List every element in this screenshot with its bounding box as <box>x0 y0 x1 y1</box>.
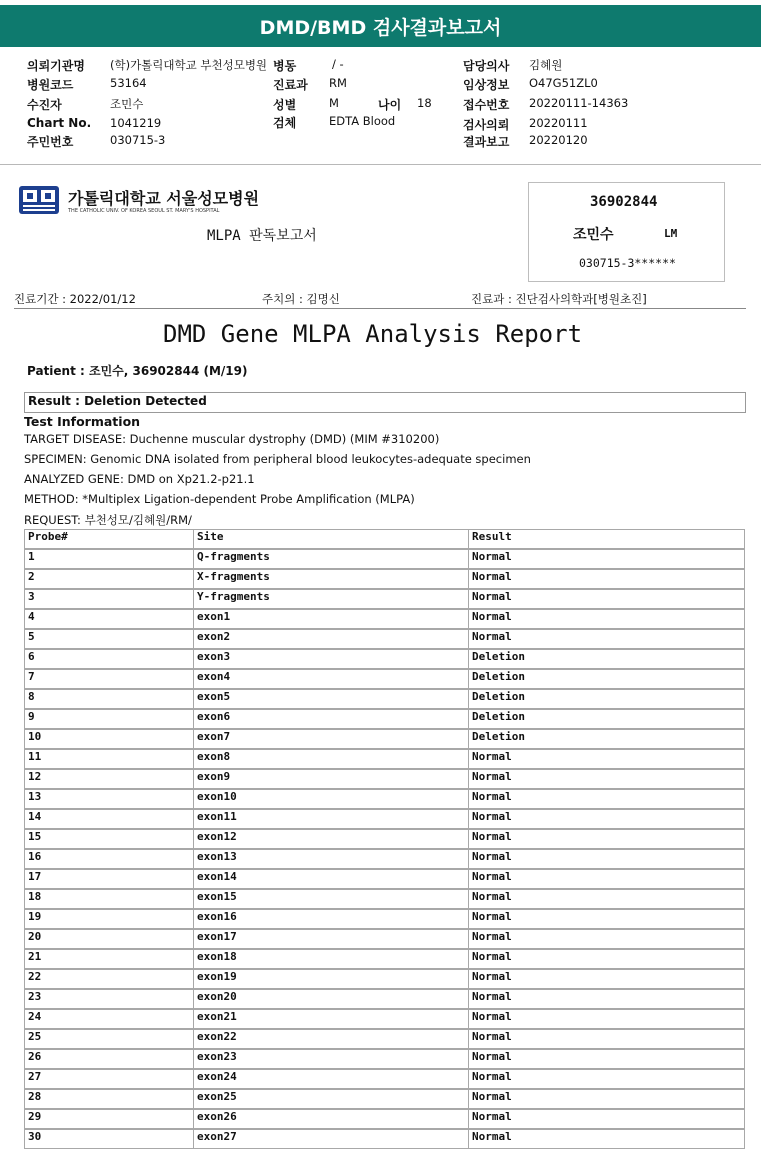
table-row <box>24 549 745 569</box>
result-cell: Normal <box>468 749 745 769</box>
site-cell: exon17 <box>193 929 468 949</box>
patient-box-id: 36902844 <box>590 194 658 210</box>
table-row <box>24 709 745 729</box>
site-cell: exon12 <box>193 829 468 849</box>
hospital-english-name: THE CATHOLIC UNIV. OF KOREA SEOUL ST. MARY'S HOSPITAL <box>68 208 220 214</box>
label-test-request: 검사의뢰 <box>463 118 510 132</box>
hospital-name: 가톨릭대학교 서울성모병원 <box>68 189 260 208</box>
result-cell: Normal <box>468 909 745 929</box>
site-cell: exon22 <box>193 1029 468 1049</box>
value-age: 18 <box>417 96 432 110</box>
table-row <box>24 869 745 889</box>
table-row <box>24 1109 745 1129</box>
label-sex: 성별 <box>273 98 297 112</box>
header-divider <box>0 164 761 165</box>
hospital-logo-icon <box>18 185 60 215</box>
site-cell: Y-fragments <box>193 589 468 609</box>
site-cell: exon21 <box>193 1009 468 1029</box>
site-cell: exon1 <box>193 609 468 629</box>
site-cell: Q-fragments <box>193 549 468 569</box>
table-row <box>24 1029 745 1049</box>
label-examinee: 수진자 <box>27 98 62 112</box>
result-cell: Normal <box>468 829 745 849</box>
label-clinical-info: 임상정보 <box>463 78 510 92</box>
label-attending-doctor: 담당의사 <box>463 59 510 73</box>
site-cell: exon14 <box>193 869 468 889</box>
table-row <box>24 909 745 929</box>
value-clinical-info: O47G51ZL0 <box>529 76 598 90</box>
result-cell: Normal <box>468 629 745 649</box>
probe-number-cell: 30 <box>24 1129 193 1149</box>
table-row <box>24 829 745 849</box>
result-cell: Normal <box>468 869 745 889</box>
result-cell: Deletion <box>468 689 745 709</box>
value-test-request: 20220111 <box>529 116 588 130</box>
site-cell: exon20 <box>193 989 468 1009</box>
probe-number-cell: 17 <box>24 869 193 889</box>
site-cell: exon4 <box>193 669 468 689</box>
site-cell: exon6 <box>193 709 468 729</box>
treatment-department: 진료과 : 진단검사의학과[병원초진] <box>471 292 647 306</box>
site-cell: exon13 <box>193 849 468 869</box>
site-cell: exon19 <box>193 969 468 989</box>
result-cell: Normal <box>468 1049 745 1069</box>
site-cell: exon24 <box>193 1069 468 1089</box>
value-specimen: EDTA Blood <box>329 114 396 128</box>
column-header-result: Result <box>468 529 745 549</box>
test-info-method: METHOD: *Multiplex Ligation-dependent Probe Amplification (MLPA) <box>24 492 415 506</box>
site-cell: exon16 <box>193 909 468 929</box>
test-info-heading: Test Information <box>24 414 141 429</box>
result-cell: Normal <box>468 1029 745 1049</box>
value-sex: M <box>329 96 339 110</box>
probe-number-cell: 4 <box>24 609 193 629</box>
site-cell: exon7 <box>193 729 468 749</box>
probe-number-cell: 16 <box>24 849 193 869</box>
patient-box-rrn: 030715-3****** <box>579 256 676 270</box>
probe-table-body <box>24 549 745 1149</box>
result-cell: Normal <box>468 889 745 909</box>
table-row <box>24 849 745 869</box>
value-attending-doctor: 김혜원 <box>529 58 563 72</box>
result-summary: Result : Deletion Detected <box>28 394 207 408</box>
value-hospital-code: 53164 <box>110 76 147 90</box>
table-row <box>24 1089 745 1109</box>
patient-box-name: 조민수 <box>573 227 614 243</box>
meta-divider <box>14 308 746 309</box>
result-cell: Normal <box>468 849 745 869</box>
label-ward: 병동 <box>273 59 297 73</box>
probe-number-cell: 7 <box>24 669 193 689</box>
report-kind: MLPA 판독보고서 <box>207 228 317 244</box>
site-cell: exon10 <box>193 789 468 809</box>
report-title-bar <box>0 5 761 47</box>
probe-number-cell: 26 <box>24 1049 193 1069</box>
result-cell: Normal <box>468 569 745 589</box>
table-row <box>24 769 745 789</box>
table-row <box>24 569 745 589</box>
probe-number-cell: 21 <box>24 949 193 969</box>
site-cell: exon2 <box>193 629 468 649</box>
site-cell: exon9 <box>193 769 468 789</box>
probe-number-cell: 10 <box>24 729 193 749</box>
value-ward: / - <box>332 57 344 71</box>
value-resident-number: 030715-3 <box>110 133 166 147</box>
result-cell: Normal <box>468 809 745 829</box>
site-cell: exon15 <box>193 889 468 909</box>
report-title: DMD/BMD 검사결과보고서 <box>259 16 502 39</box>
test-info-specimen: SPECIMEN: Genomic DNA isolated from peripheral blood leukocytes-adequate specimen <box>24 452 531 466</box>
table-row <box>24 929 745 949</box>
table-row <box>24 669 745 689</box>
label-receipt-number: 접수번호 <box>463 98 510 112</box>
site-cell: exon8 <box>193 749 468 769</box>
probe-number-cell: 23 <box>24 989 193 1009</box>
table-row <box>24 589 745 609</box>
probe-number-cell: 22 <box>24 969 193 989</box>
label-hospital-code: 병원코드 <box>27 78 74 92</box>
site-cell: exon5 <box>193 689 468 709</box>
table-row <box>24 889 745 909</box>
label-requesting-institution: 의뢰기관명 <box>27 59 85 73</box>
result-cell: Normal <box>468 769 745 789</box>
primary-physician: 주치의 : 김명신 <box>262 292 340 306</box>
probe-number-cell: 29 <box>24 1109 193 1129</box>
site-cell: exon3 <box>193 649 468 669</box>
label-age: 나이 <box>378 98 402 112</box>
probe-number-cell: 9 <box>24 709 193 729</box>
probe-number-cell: 28 <box>24 1089 193 1109</box>
table-row <box>24 649 745 669</box>
result-cell: Deletion <box>468 709 745 729</box>
site-cell: exon11 <box>193 809 468 829</box>
result-cell: Normal <box>468 1109 745 1129</box>
probe-number-cell: 3 <box>24 589 193 609</box>
probe-number-cell: 27 <box>24 1069 193 1089</box>
probe-number-cell: 5 <box>24 629 193 649</box>
result-cell: Normal <box>468 609 745 629</box>
probe-number-cell: 11 <box>24 749 193 769</box>
test-info-target-disease: TARGET DISEASE: Duchenne muscular dystrophy (DMD) (MIM #310200) <box>24 432 440 446</box>
column-header-probe: Probe# <box>24 529 193 549</box>
probe-results-table <box>24 529 745 1149</box>
result-cell: Normal <box>468 1009 745 1029</box>
probe-number-cell: 1 <box>24 549 193 569</box>
table-row <box>24 809 745 829</box>
column-header-site: Site <box>193 529 468 549</box>
value-receipt-number: 20220111-14363 <box>529 96 629 110</box>
table-row <box>24 609 745 629</box>
label-resident-number: 주민번호 <box>27 135 74 149</box>
result-cell: Normal <box>468 989 745 1009</box>
probe-number-cell: 12 <box>24 769 193 789</box>
probe-number-cell: 13 <box>24 789 193 809</box>
probe-number-cell: 14 <box>24 809 193 829</box>
site-cell: exon26 <box>193 1109 468 1129</box>
result-cell: Deletion <box>468 669 745 689</box>
result-cell: Normal <box>468 949 745 969</box>
table-row <box>24 789 745 809</box>
label-result-report: 결과보고 <box>463 135 510 149</box>
value-examinee: 조민수 <box>110 97 144 111</box>
value-department: RM <box>329 76 347 90</box>
result-cell: Normal <box>468 549 745 569</box>
result-cell: Normal <box>468 929 745 949</box>
patient-line: Patient : 조민수, 36902844 (M/19) <box>27 364 248 378</box>
probe-number-cell: 15 <box>24 829 193 849</box>
result-cell: Normal <box>468 969 745 989</box>
label-chart-no: Chart No. <box>27 116 92 130</box>
treatment-period: 진료기간 : 2022/01/12 <box>14 292 136 306</box>
result-cell: Normal <box>468 789 745 809</box>
table-row <box>24 1049 745 1069</box>
table-row <box>24 1129 745 1149</box>
probe-number-cell: 6 <box>24 649 193 669</box>
result-cell: Normal <box>468 1069 745 1089</box>
table-row <box>24 629 745 649</box>
probe-number-cell: 25 <box>24 1029 193 1049</box>
result-cell: Deletion <box>468 729 745 749</box>
probe-number-cell: 19 <box>24 909 193 929</box>
table-row <box>24 1009 745 1029</box>
test-info-request: REQUEST: 부천성모/김혜원/RM/ <box>24 513 192 527</box>
label-department: 진료과 <box>273 78 308 92</box>
label-specimen: 검체 <box>273 116 297 130</box>
result-cell: Normal <box>468 1129 745 1149</box>
probe-number-cell: 20 <box>24 929 193 949</box>
probe-number-cell: 18 <box>24 889 193 909</box>
patient-box-room: LM <box>664 227 678 240</box>
site-cell: exon23 <box>193 1049 468 1069</box>
table-row <box>24 969 745 989</box>
value-result-report: 20220120 <box>529 133 588 147</box>
table-row <box>24 989 745 1009</box>
analysis-report-title: DMD Gene MLPA Analysis Report <box>163 320 583 348</box>
test-info-analyzed-gene: ANALYZED GENE: DMD on Xp21.2-p21.1 <box>24 472 255 486</box>
site-cell: X-fragments <box>193 569 468 589</box>
probe-number-cell: 2 <box>24 569 193 589</box>
probe-number-cell: 24 <box>24 1009 193 1029</box>
result-summary-box <box>24 392 746 413</box>
table-row <box>24 949 745 969</box>
table-row <box>24 729 745 749</box>
result-cell: Normal <box>468 589 745 609</box>
site-cell: exon27 <box>193 1129 468 1149</box>
site-cell: exon18 <box>193 949 468 969</box>
site-cell: exon25 <box>193 1089 468 1109</box>
value-requesting-institution: (학)가톨릭대학교 부천성모병원 <box>110 58 268 72</box>
table-header-row <box>24 529 745 549</box>
table-row <box>24 749 745 769</box>
result-cell: Deletion <box>468 649 745 669</box>
value-chart-no: 1041219 <box>110 116 162 130</box>
result-cell: Normal <box>468 1089 745 1109</box>
probe-number-cell: 8 <box>24 689 193 709</box>
table-row <box>24 689 745 709</box>
table-row <box>24 1069 745 1089</box>
